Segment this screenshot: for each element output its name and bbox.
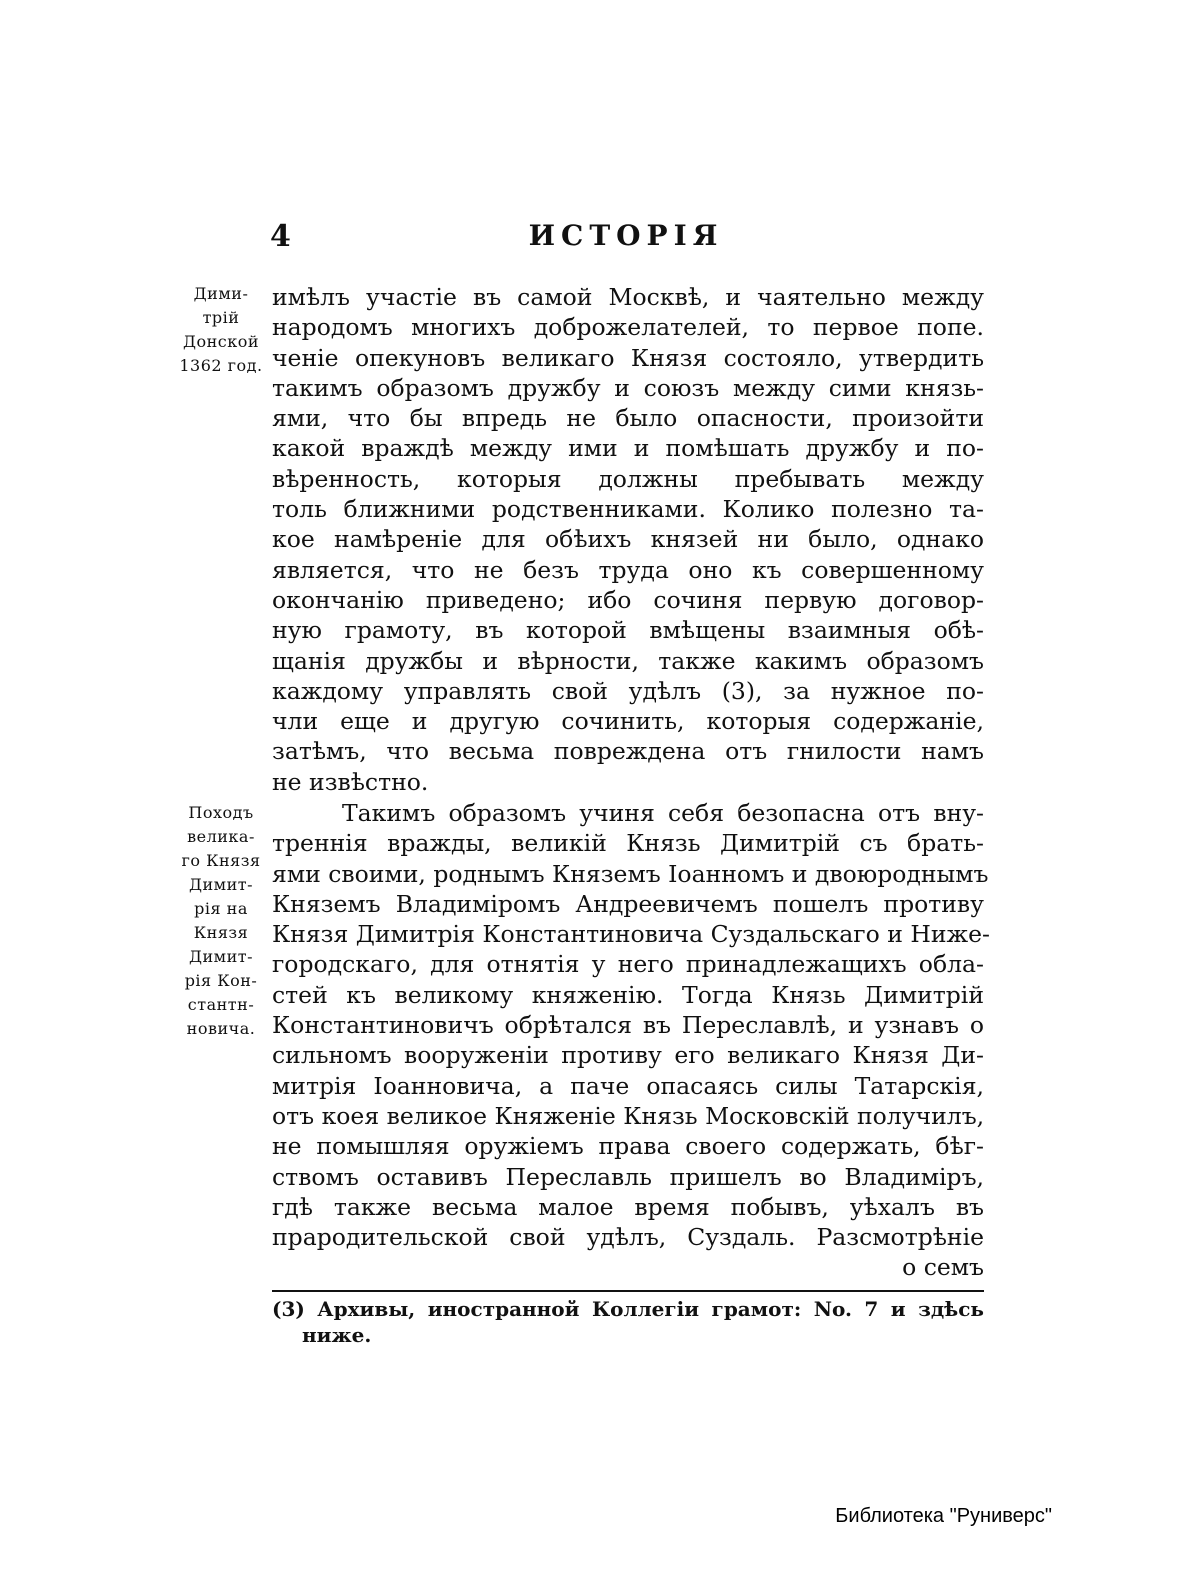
text-line: затѣмъ, что весьма повреждена отъ гнилости намъ bbox=[272, 737, 984, 766]
footnote-line: (3) Архивы, иностранной Коллегіи грамот: No. 7 и здѣсь bbox=[272, 1297, 984, 1321]
paragraph-2 bbox=[272, 798, 990, 1283]
text-line: отъ коея великое Княженіе Князь Московскій получилъ, bbox=[272, 1101, 985, 1130]
text-line: треннія вражды, великій Князь Димитрій съ брать- bbox=[272, 829, 984, 858]
margin-note-line: Донской bbox=[182, 332, 260, 351]
margin-note-line: рія Кон- bbox=[184, 971, 258, 990]
text-line: не помышляя оружіемъ права своего содержать, бѣг- bbox=[272, 1132, 984, 1161]
text-line: городскаго, для отнятія у него принадлежащихъ обла- bbox=[272, 950, 984, 979]
margin-note-dimitry-donskoy bbox=[172, 282, 270, 378]
text-line: гдѣ также весьма малое время побывъ, уѣхалъ въ bbox=[272, 1192, 984, 1221]
text-line: окончанію приведено; ибо сочиня первую договор- bbox=[272, 585, 984, 614]
text-line: ями, что бы впредь не было опасности, произойти bbox=[272, 404, 984, 433]
text-line: является, что не безъ труда оно къ совершенному bbox=[272, 555, 984, 584]
text-line: чли еще и другую сочинить, которыя содержаніе, bbox=[272, 707, 984, 736]
footnote-line: ниже. bbox=[302, 1323, 372, 1347]
running-title: ИСТОРІЯ bbox=[528, 219, 724, 252]
footnote-rule bbox=[272, 1290, 984, 1292]
text-line: Княземъ Владиміромъ Андреевичемъ пошелъ противу bbox=[272, 889, 984, 918]
text-line: митрія Іоанновича, а паче опасаясь силы Татарскія, bbox=[272, 1071, 984, 1100]
text-line: прародительской свой удѣлъ, Суздаль. Разсмотрѣніе bbox=[272, 1223, 984, 1252]
margin-note-line: рія на bbox=[194, 899, 248, 918]
text-line: вѣренность, которыя должны пребывать между bbox=[272, 464, 984, 493]
margin-note-campaign bbox=[172, 801, 270, 1041]
margin-note-line: Димит- bbox=[188, 947, 254, 966]
margin-note-line: новича. bbox=[186, 1019, 256, 1038]
text-line: Константиновичъ обрѣтался въ Переславлѣ, и узнавъ о bbox=[272, 1011, 984, 1040]
margin-note-line: Дими- bbox=[193, 284, 249, 303]
text-line: ствомъ оставивъ Переславль пришелъ во Владиміръ, bbox=[272, 1162, 984, 1191]
text-line: ченіе опекуновъ великаго Князя состояло, утвердить bbox=[272, 343, 984, 372]
library-watermark: Библиотека "Руниверс" bbox=[835, 1505, 1052, 1527]
text-line: какой враждѣ между ими и помѣшать дружбу и по- bbox=[272, 434, 984, 463]
margin-note-line: 1362 год. bbox=[179, 356, 263, 375]
text-line: кое намѣреніе для обѣихъ князей ни было, однако bbox=[272, 525, 984, 554]
text-line: имѣлъ участіе въ самой Москвѣ, и чаятельно между bbox=[272, 283, 984, 311]
page-number: 4 bbox=[270, 219, 291, 254]
text-line: Такимъ образомъ учиня себя безопасна отъ вну- bbox=[342, 799, 984, 827]
text-line: не извѣстно. bbox=[272, 767, 429, 796]
margin-note-line: Димит- bbox=[188, 875, 254, 894]
margin-note-line: го Князя bbox=[181, 851, 261, 870]
text-line: ями своими, роднымъ Княземъ Іоанномъ и двоюроднымъ bbox=[272, 859, 989, 888]
text-line: ную грамоту, въ которой вмѣщены взаимныя обѣ- bbox=[272, 616, 984, 645]
text-line: такимъ образомъ дружбу и союзъ между сими князь- bbox=[272, 373, 984, 402]
text-line: каждому управлять свой удѣлъ (3), за нужное по- bbox=[272, 676, 984, 705]
text-line: стей къ великому княженію. Тогда Князь Димитрій bbox=[272, 980, 984, 1009]
text-line: народомъ многихъ доброжелателей, то первое попе. bbox=[272, 313, 984, 342]
margin-note-line: трій bbox=[202, 308, 240, 327]
text-line: щанія дружбы и вѣрности, также какимъ образомъ bbox=[272, 646, 984, 675]
paragraph-1 bbox=[272, 282, 984, 797]
margin-note-line: Походъ bbox=[188, 803, 254, 822]
text-line: толь ближними родственниками. Колико полезно та- bbox=[272, 495, 984, 524]
margin-note-line: велика- bbox=[187, 827, 255, 846]
margin-note-line: стантн- bbox=[187, 995, 255, 1014]
text-line: сильномъ вооруженіи противу его великаго Князя Ди- bbox=[272, 1041, 984, 1070]
catchword: о семъ bbox=[902, 1253, 984, 1282]
text-line: Князя Димитрія Константиновича Суздальскаго и Ниже- bbox=[272, 920, 990, 949]
footnote bbox=[272, 1296, 984, 1348]
margin-note-line: Князя bbox=[193, 923, 249, 942]
